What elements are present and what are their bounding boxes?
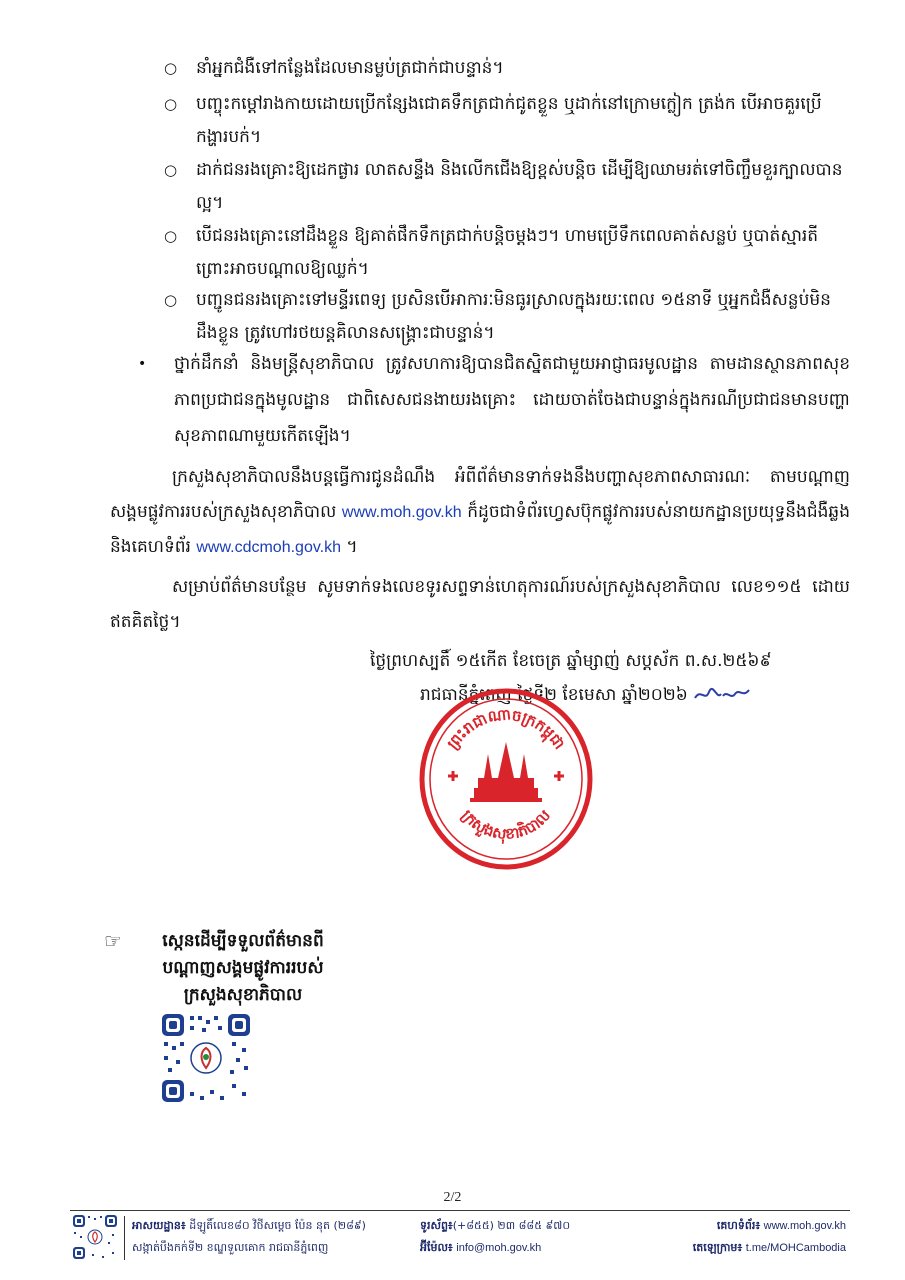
svg-text:ក្រសួងសុខាភិបាល <box>458 806 554 845</box>
footer-divider <box>124 1216 125 1260</box>
list-item <box>164 220 850 286</box>
page-number: 2/2 <box>443 1190 462 1205</box>
paragraph-text: ។ <box>341 537 358 557</box>
stamp-bottom-text: ក្រសួងសុខាភិបាល <box>457 806 555 844</box>
qr-caption-line: ស្កេនដើម្បីទទួលព័ត៌មានពី <box>162 931 324 951</box>
email-label: អ៊ីម៉ែល៖ <box>420 1241 453 1254</box>
stamp-top-text: ព្រះរាជាណាចក្រកម្ពុជា <box>443 705 569 753</box>
footer-divider <box>70 1210 850 1211</box>
footer-qr-code-icon[interactable] <box>72 1214 118 1260</box>
list-item-text: បញ្ជូនជនរងគ្រោះទៅមន្ទីរពេទ្យ ប្រសិនបើអាការៈមិនធូរស្រាលក្នុងរយៈពេល ១៥នាទី ឬអ្នកជំងឺសន្លប់មិនដឹងខ្លួន ត្រូវហៅរថយន្តគិលានសង្គ្រោះជាបន្ទាន់។ <box>196 290 831 343</box>
list-item <box>164 52 850 85</box>
issue-date-text: រាជធានីភ្នំពេញ ថ្ងៃទី២ ខែមេសា ឆ្នាំ២០២៦ <box>420 685 688 705</box>
footer-contact <box>420 1215 570 1259</box>
list-item-text: ដាក់ជនរងគ្រោះឱ្យដេកផ្ងារ លាតសន្ទឹង និងលើកជើងឱ្យខ្ពស់បន្តិច ដើម្បីឱ្យឈាមរត់ទៅចិញ្ចឹមខួរក្បាលបានល្អ។ <box>196 160 843 213</box>
circle-bullet-icon: ○ <box>164 95 178 113</box>
official-stamp-icon <box>418 688 594 870</box>
list-item-text: បញ្ចុះកម្តៅរាងកាយដោយប្រើកន្សែងជោគទឹកត្រជាក់ជូតខ្លួន ឬដាក់នៅក្រោមក្លៀក ត្រង់ក បើអាចគួរប្រើកង្ហារបក់។ <box>196 94 822 147</box>
bullet-icon: • <box>138 356 147 372</box>
email-value[interactable]: info@moh.gov.kh <box>456 1242 542 1254</box>
phone-label: ទូរស័ព្ទ៖ <box>420 1219 453 1232</box>
footer <box>70 1212 850 1266</box>
circle-bullet-icon: ○ <box>164 59 178 77</box>
phone-value[interactable]: (+៨៥៥) ២៣ ៨៨៥ ៩៧០ <box>452 1219 571 1232</box>
bullet-item-text: ថ្នាក់ដឹកនាំ និងមន្ត្រីសុខាភិបាល ត្រូវសហការឱ្យបានជិតស្និតជាមួយអាជ្ញាធរមូលដ្ឋាន តាមដានស្ថានភាពសុខភាពប្រជាជនក្នុងមូលដ្ឋាន ជាពិសេសជនងាយរងគ្រោះ ដោយចាត់ចែងជាបន្ទាន់ក្នុងករណីប្រជាជនមានបញ្ហាសុខភាពណាមួយកើតឡើង។ <box>174 354 850 446</box>
address-line: ដីឡូតិ៍លេខ៨០ វិថីសម្តេច ប៉ែន នុត (២៨៩) <box>189 1219 366 1232</box>
qr-caption-line: ក្រសួងសុខាភិបាល <box>183 985 303 1005</box>
bullet-item <box>138 346 850 454</box>
circle-bullet-icon: ○ <box>164 227 178 245</box>
qr-caption <box>104 928 368 1009</box>
circle-bullet-icon: ○ <box>164 291 178 309</box>
telegram-label: តេឡេក្រាម៖ <box>692 1241 743 1254</box>
signature-icon <box>693 686 751 704</box>
list-item <box>164 284 850 350</box>
website-link[interactable]: www.moh.gov.kh <box>763 1220 846 1232</box>
info-paragraph <box>110 460 850 565</box>
contact-paragraph: សម្រាប់ព័ត៌មានបន្ថែម សូមទាក់ទងលេខទូរសព្ទទាន់ហេតុការណ៍របស់ក្រសួងសុខាភិបាល លេខ១១៥ ដោយឥតគិតថ្លៃ។ <box>110 577 850 632</box>
qr-caption-line: បណ្តាញសង្គមផ្លូវការរបស់ <box>162 958 324 978</box>
list-item <box>164 154 850 220</box>
moh-website-link[interactable]: www.moh.gov.kh <box>341 504 462 521</box>
telegram-link[interactable]: t.me/MOHCambodia <box>745 1242 846 1254</box>
address-label: អាសយដ្ឋាន៖ <box>132 1219 186 1232</box>
footer-address <box>132 1215 366 1259</box>
pointing-hand-icon: ☞ <box>104 929 122 953</box>
paragraph-text: ក៏ដូចជាទំព័រហ្វេសប៊ុកផ្លូវការរបស់នាយកដ្ឋានប្រយុទ្ធនឹងជំងឺឆ្លង និងគេហទំព័រ <box>110 502 850 557</box>
list-item-text: បើជនរងគ្រោះនៅដឹងខ្លួន ឱ្យគាត់ផឹកទឹកត្រជាក់បន្តិចម្តងៗ។ ហាមប្រើទឹកពេលគាត់សន្លប់ ឬបាត់ស្មារតី ព្រោះអាចបណ្តាលឱ្យឈ្លក់។ <box>196 226 819 279</box>
list-item-text: នាំអ្នកជំងឺទៅកន្លែងដែលមានម្លប់ត្រជាក់ជាបន្ទាន់។ <box>196 58 504 78</box>
cdc-website-link[interactable]: www.cdcmoh.gov.kh <box>196 539 341 556</box>
website-label: គេហទំព័រ៖ <box>716 1219 761 1232</box>
lunar-date: ថ្ងៃព្រហស្បតិ៍ ១៥កើត ខែចេត្រ ឆ្នាំម្សាញ់ សប្តស័ក ព.ស.២៥៦៩ <box>370 651 772 671</box>
list-item <box>164 88 850 154</box>
address-line: សង្កាត់បឹងកក់ទី២ ខណ្ឌទួលគោក រាជធានីភ្នំពេញ <box>132 1241 329 1254</box>
qr-code-icon[interactable] <box>160 1012 252 1104</box>
paragraph-text: ក្រសួងសុខាភិបាលនឹងបន្តធ្វើការជូនដំណឹង អំពីព័ត៌មានទាក់ទងនឹងបញ្ហាសុខភាពសាធារណៈ តាមបណ្តាញសង្គមផ្លូវការរបស់ក្រសួងសុខាភិបាល <box>110 467 850 522</box>
circle-bullet-icon: ○ <box>164 161 178 179</box>
footer-web <box>693 1215 846 1259</box>
